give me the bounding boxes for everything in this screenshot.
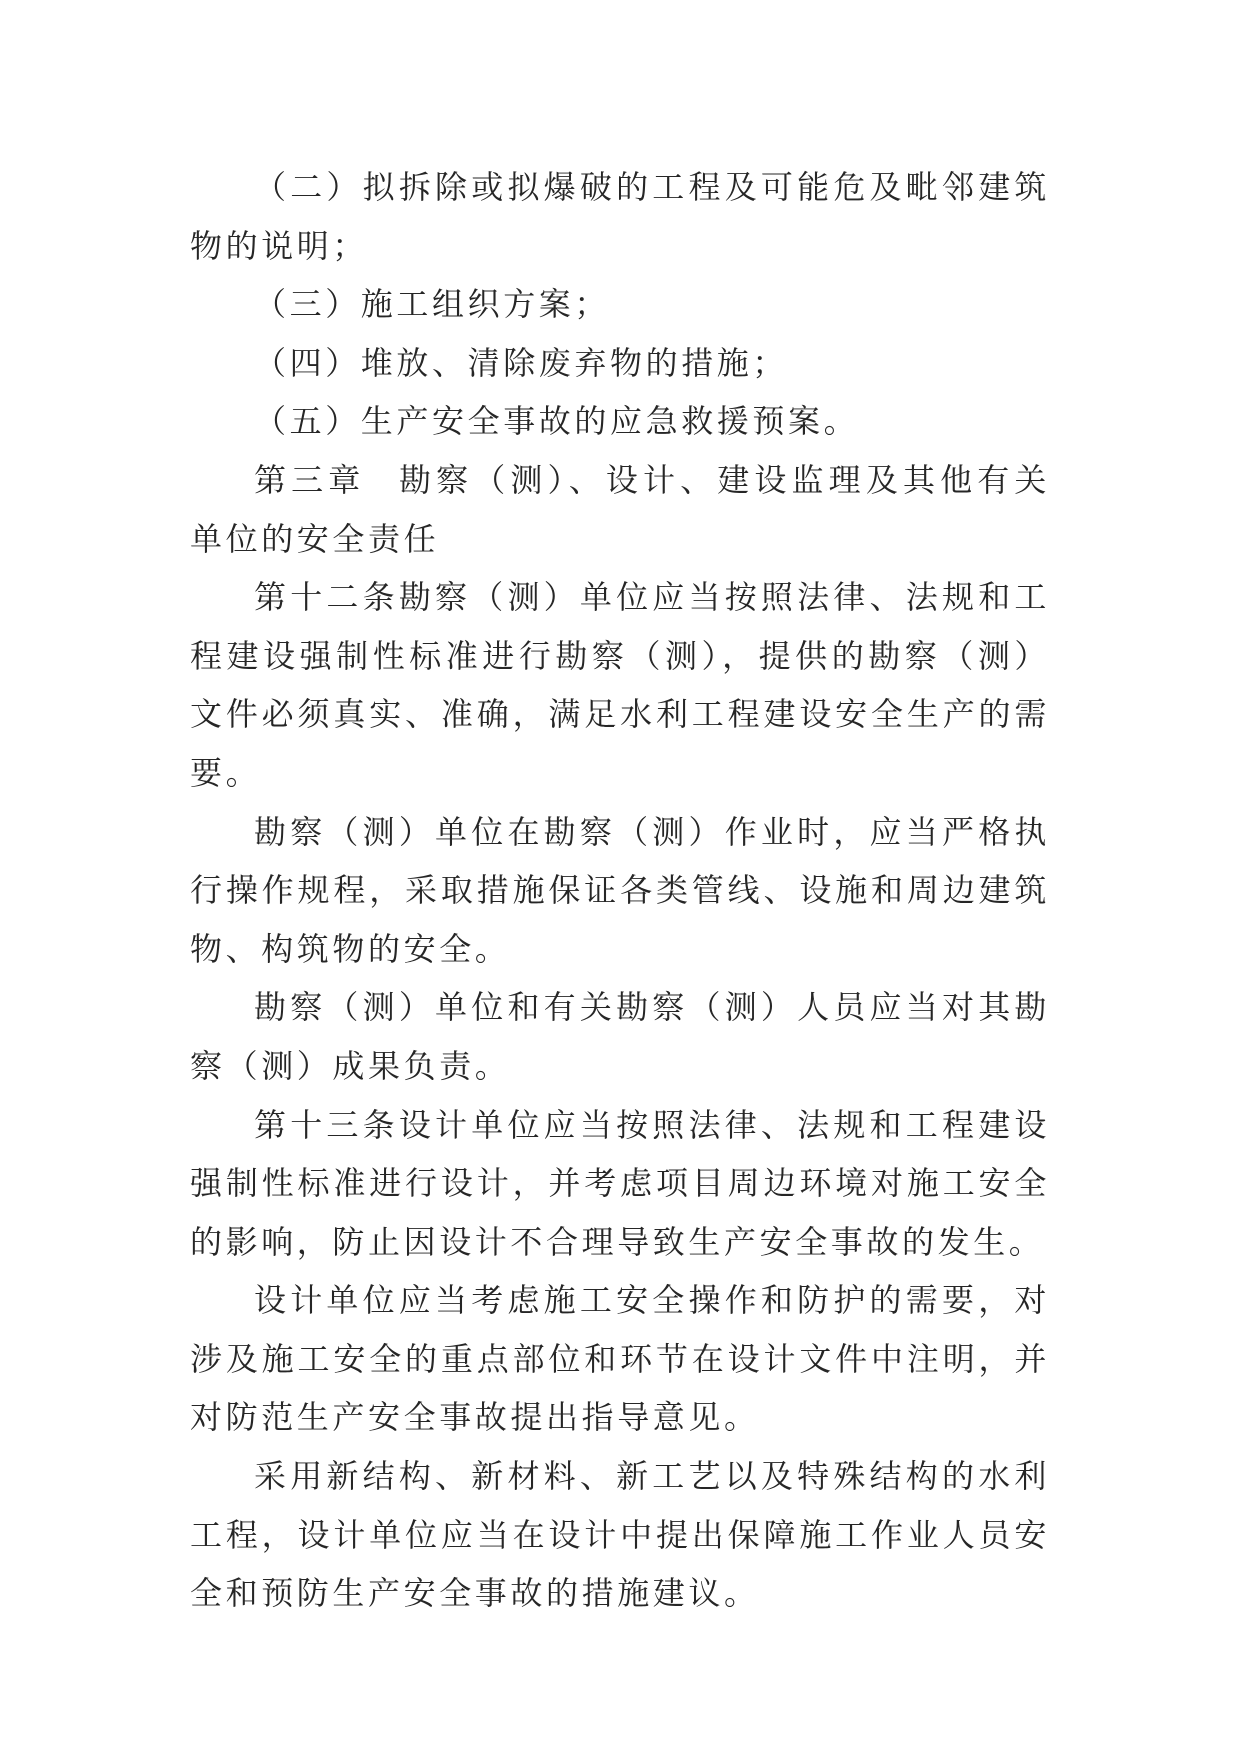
- paragraph: 第十二条勘察（测）单位应当按照法律、法规和工程建设强制性标准进行勘察（测），提供的勘察（测）文件必须真实、准确，满足水利工程建设安全生产的需要。: [190, 578, 1050, 792]
- paragraph: （三）施工组织方案；: [254, 285, 611, 324]
- chapter-heading: [190, 451, 1050, 568]
- document-body: [190, 158, 1050, 1623]
- paragraph: 勘察（测）单位在勘察（测）作业时，应当严格执行操作规程，采取措施保证各类管线、设施和周边建筑物、构筑物的安全。: [190, 812, 1050, 968]
- paragraph: （二）拟拆除或拟爆破的工程及可能危及毗邻建筑物的说明；: [190, 168, 1050, 265]
- chapter-title: 勘察（测）、设计、建设监理及其他有关单位的安全责任: [190, 460, 1050, 558]
- paragraph: 勘察（测）单位和有关勘察（测）人员应当对其勘察（测）成果负责。: [190, 988, 1050, 1085]
- paragraph: 设计单位应当考虑施工安全操作和防护的需要，对涉及施工安全的重点部位和环节在设计文件中注明，并对防范生产安全事故提出指导意见。: [190, 1281, 1050, 1437]
- chapter-number: 第三章: [254, 460, 366, 499]
- paragraph: （五）生产安全事故的应急救援预案。: [254, 402, 860, 441]
- paragraph: （四）堆放、清除废弃物的措施；: [254, 343, 789, 382]
- paragraph: 第十三条设计单位应当按照法律、法规和工程建设强制性标准进行设计，并考虑项目周边环境对施工安全的影响，防止因设计不合理导致生产安全事故的发生。: [190, 1105, 1050, 1261]
- paragraph: 采用新结构、新材料、新工艺以及特殊结构的水利工程，设计单位应当在设计中提出保障施工作业人员安全和预防生产安全事故的措施建议。: [190, 1457, 1050, 1613]
